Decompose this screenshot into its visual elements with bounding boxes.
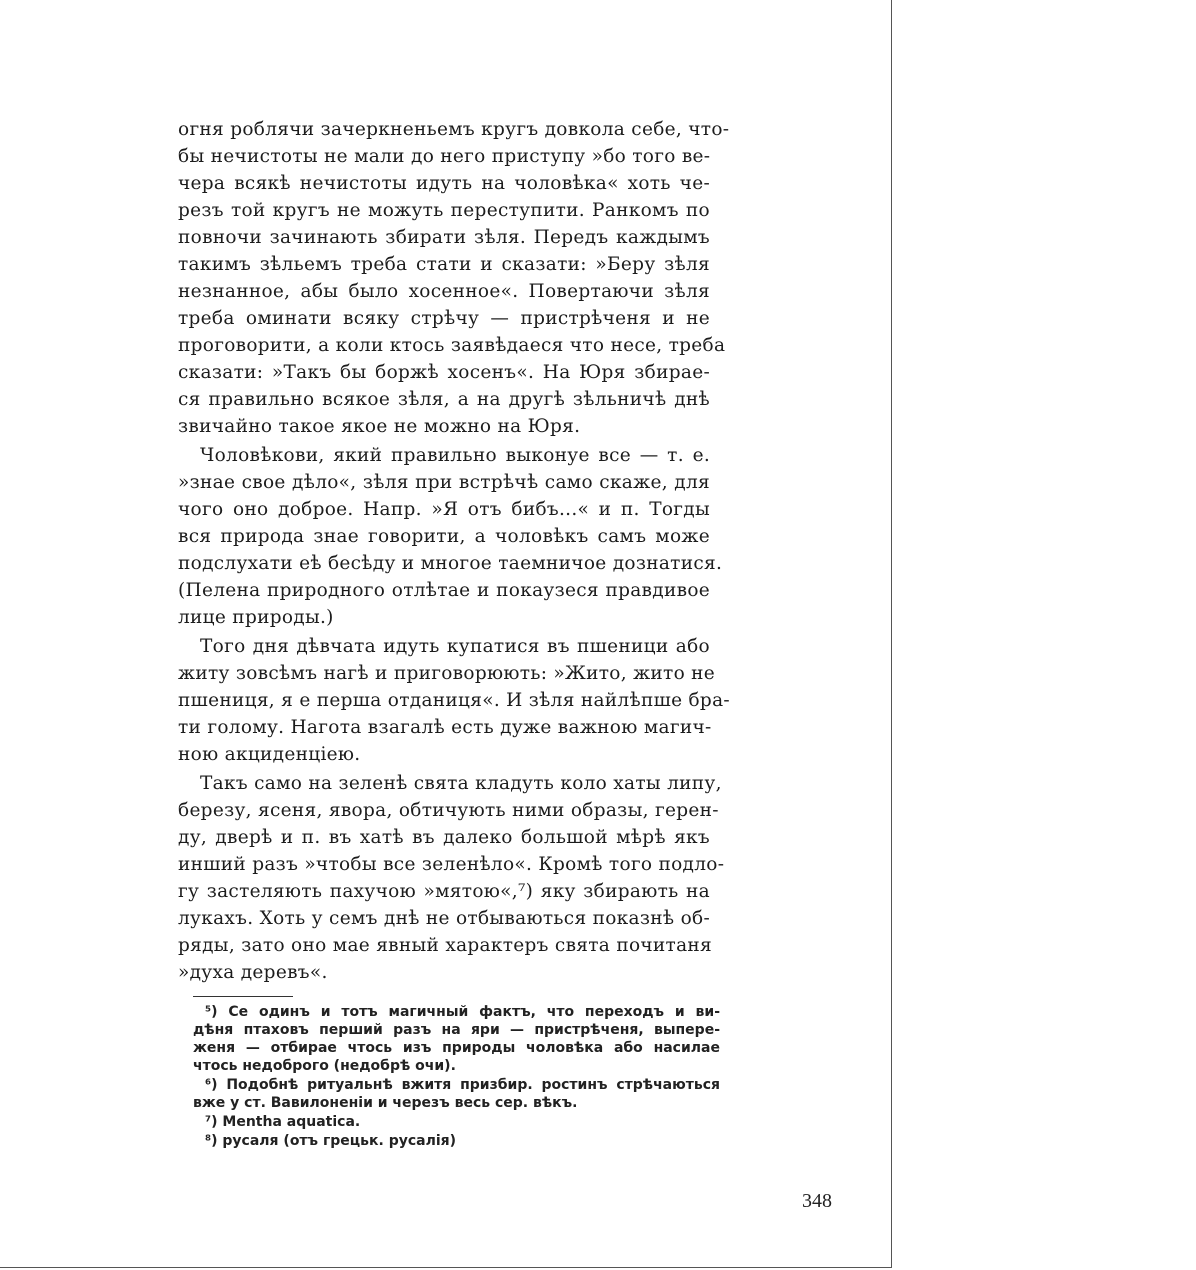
text-line: звичайно такое якое не можно на Юря. xyxy=(178,416,581,437)
text-line: незнанное, абы было хосенное«. Повертаючи зѣля xyxy=(178,281,710,302)
text-line: гу застеляють пахучою »мятою«,⁷) яку збирають на xyxy=(178,881,710,902)
page-number: 348 xyxy=(802,1190,832,1212)
text-line: сказати: »Такъ бы боржѣ хосенъ«. На Юря збирае- xyxy=(178,362,710,383)
text-line: инший разъ »чтобы все зеленѣло«. Кромѣ того подло- xyxy=(178,854,725,875)
text-line: ною акциденцiею. xyxy=(178,744,361,765)
text-line: чого оно доброе. Напр. »Я отъ бибъ...« и п. Тогды xyxy=(178,499,710,520)
footnote-line: женя — отбирае чтось изъ природы чоловѣка або насилае xyxy=(193,1040,720,1056)
text-line: такимъ зѣльемъ треба стати и сказати: »Беру зѣля xyxy=(178,254,710,275)
text-line: чера всякѣ нечистоты идуть на чоловѣка« хоть че- xyxy=(178,173,710,194)
footnote-line: вже у ст. Вавилоненiи и черезъ весь сер. вѣкъ. xyxy=(193,1095,578,1111)
text-line: пшениця, я е перша отданиця«. И зѣля найлѣпше бра- xyxy=(178,690,730,711)
text-line: огня роблячи зачеркненьемъ кругъ довкола себе, что- xyxy=(178,119,730,140)
text-line: резъ той кругъ не можуть переступити. Ранкомъ по xyxy=(178,200,710,221)
text-line: »духа деревъ«. xyxy=(178,962,328,983)
text-line: ти голому. Нагота взагалѣ есть дуже важною магич- xyxy=(178,717,712,738)
text-line: проговорити, а коли ктось заявѣдаеся что несе, треба xyxy=(178,335,726,356)
text-line: повночи зачинають збирати зѣля. Передъ каждымъ xyxy=(178,227,710,248)
footnote-separator xyxy=(193,996,293,997)
footnote-line: ⁶) Подобнѣ ритуальнѣ вжитя призбир. ростинъ стрѣчаються xyxy=(205,1077,720,1093)
footnote-line: ⁵) Се одинъ и тотъ магичный фактъ, что переходъ и ви- xyxy=(205,1004,720,1020)
text-line: ряды, зато оно мае явный характеръ свята почитаня xyxy=(178,935,713,956)
footnote-line: ⁷) Mentha aquatica. xyxy=(205,1114,361,1130)
text-line: березу, ясеня, явора, обтичують ними образы, герен- xyxy=(178,800,719,821)
text-line: бы нечистоты не мали до него приступу »бо того ве- xyxy=(178,146,711,167)
text-line: ду, дверѣ и п. въ хатѣ въ далеко большой мѣрѣ якъ xyxy=(178,827,710,848)
text-line: житу зовсѣмъ нагѣ и приговорюють: »Жито, жито не xyxy=(178,663,716,684)
text-line: »знае свое дѣло«, зѣля при встрѣчѣ само скаже, для xyxy=(178,472,710,493)
text-line: Чоловѣкови, який правильно выконуе все — т. е. xyxy=(200,445,710,466)
text-line: (Пелена природного отлѣтае и покаузеся правдивое xyxy=(178,580,710,601)
footnote-line: дѣня птаховъ перший разъ на яри — пристрѣченя, выпере- xyxy=(193,1022,720,1038)
text-line: Такъ само на зеленѣ свята кладуть коло хаты липу, xyxy=(200,773,722,794)
text-line: подслухати еѣ бесѣду и многое таемничое дознатися. xyxy=(178,553,723,574)
text-line: Того дня дѣвчата идуть купатися въ пшеници або xyxy=(200,636,710,657)
text-line: вся природа знае говорити, а чоловѣкъ самъ може xyxy=(178,526,710,547)
footnote-line: чтось недоброго (недобрѣ очи). xyxy=(193,1058,456,1074)
text-line: ся правильно всякое зѣля, а на другѣ зѣльничѣ днѣ xyxy=(178,389,710,410)
text-line: треба оминати всяку стрѣчу — пристрѣченя и не xyxy=(178,308,710,329)
text-line: лукахъ. Хоть у семъ днѣ не отбываються показнѣ об- xyxy=(178,908,710,929)
footnote-line: ⁸) русаля (отъ грецьк. русалiя) xyxy=(205,1133,457,1149)
text-line: лице природы.) xyxy=(178,607,334,628)
